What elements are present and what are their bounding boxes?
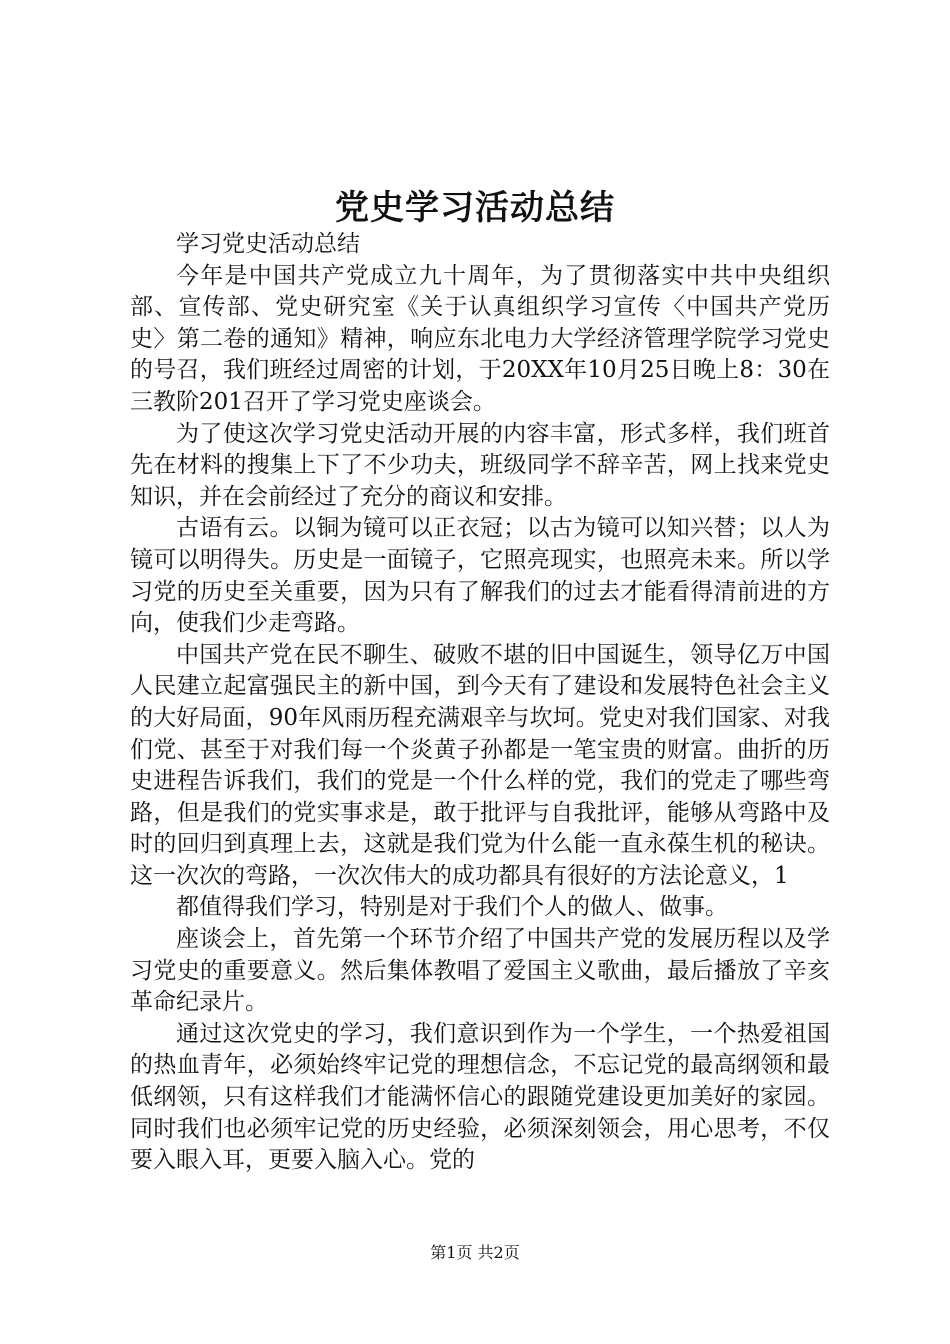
paragraph: 都值得我们学习，特别是对于我们个人的做人、做事。: [176, 894, 728, 921]
document-title: 党史学习活动总结: [335, 188, 615, 228]
paragraph-subtitle: 学习党史活动总结: [176, 231, 360, 257]
paragraph: 座谈会上，首先第一个环节介绍了中国共产党的发展历程以及学习党史的重要意义。然后集体教唱了爱国主义歌曲，最后播放了辛亥革命纪录片。: [130, 926, 830, 1016]
paragraph: 通过这次党史的学习，我们意识到作为一个学生，一个热爱祖国的热血青年，必须始终牢记党的理想信念，不忘记党的最高纲领和最低纲领，只有这样我们才能满怀信心的跟随党建设更加美好的家园。同时我们也必须牢记党的历史经验，必须深刻领会，用心思考，不仅要入眼入耳，更要入脑入心。党的: [130, 1020, 830, 1174]
document-body: [130, 229, 830, 1177]
paragraph: 古语有云。以铜为镜可以正衣冠；以古为镜可以知兴替；以人为镜可以明得失。历史是一面镜子，它照亮现实，也照亮未来。所以学习党的历史至关重要，因为只有了解我们的过去才能看得清前进的方向，使我们少走弯路。: [130, 515, 830, 637]
paragraph: 中国共产党在民不聊生、破败不堪的旧中国诞生，领导亿万中国人民建立起富强民主的新中国，到今天有了建设和发展特色社会主义的大好局面，90年风雨历程充满艰辛与坎坷。党史对我们国家、对我们党、甚至于对我们每一个炎黄子孙都是一笔宝贵的财富。曲折的历史进程告诉我们，我们的党是一个什么样的党，我们的党走了哪些弯路，但是我们的党实事求是，敢于批评与自我批评，能够从弯路中及时的回归到真理上去，这就是我们党为什么能一直永葆生机的秘诀。这一次次的弯路，一次次伟大的成功都具有很好的方法论意义，1: [130, 641, 830, 889]
paragraph: 今年是中国共产党成立九十周年，为了贯彻落实中共中央组织部、宣传部、党史研究室《关于认真组织学习宣传〈中国共产党历史〉第二卷的通知》精神，响应东北电力大学经济管理学院学习党史的号召，我们班经过周密的计划，于20XX年10月25日晚上8：30在三教阶201召开了学习党史座谈会。: [130, 262, 830, 415]
paragraph: 为了使这次学习党史活动开展的内容丰富，形式多样，我们班首先在材料的搜集上下了不少功夫，班级同学不辞辛苦，网上找来党史知识，并在会前经过了充分的商议和安排。: [130, 420, 830, 510]
page-number-footer: 第1页 共2页: [430, 1243, 520, 1262]
